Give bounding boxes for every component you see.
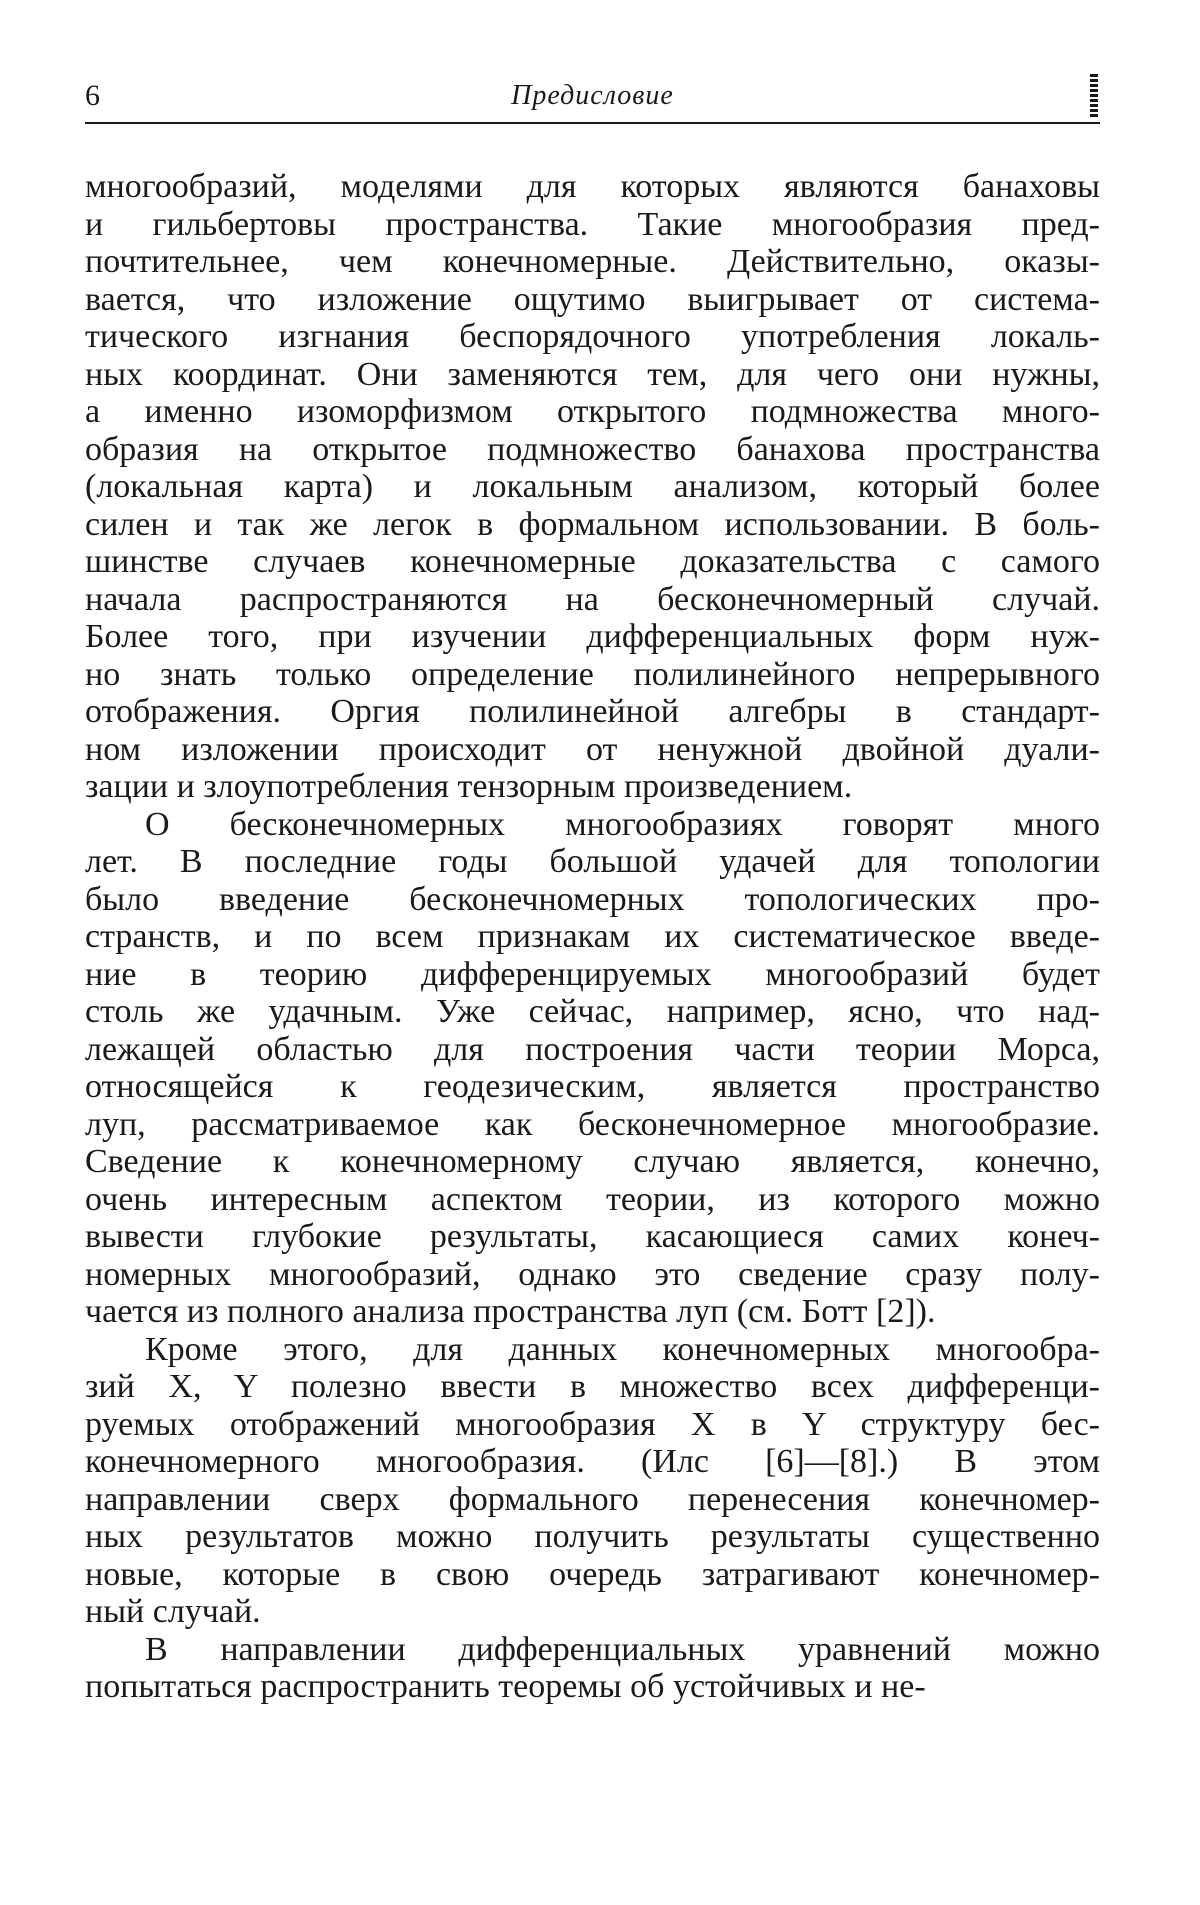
paragraph <box>85 168 1100 806</box>
text-line: лежащей областью для построения части теории Морса, <box>85 1030 1100 1068</box>
text-line: было введение бесконечномерных топологических про- <box>85 880 1100 918</box>
text-line: зий X, Y полезно ввести в множество всех дифференци- <box>85 1368 1100 1405</box>
text-line: образия на открытое подмножество банахова пространства <box>85 430 1100 468</box>
text-line: попытаться распространить теоремы об устойчивых и не- <box>85 1668 926 1705</box>
body-text <box>85 168 1100 1706</box>
text-line: очень интересным аспектом теории, из которого можно <box>85 1180 1100 1218</box>
text-line: силен и так же легок в формальном использовании. В боль- <box>85 505 1100 543</box>
text-line: странств, и по всем признакам их систематическое введе- <box>85 918 1100 955</box>
paragraph <box>85 1631 1100 1706</box>
paragraph <box>85 1331 1100 1631</box>
text-line: ный случай. <box>85 1593 261 1630</box>
text-line: направлении сверх формального перенесения конечномер- <box>85 1480 1100 1518</box>
text-line: ние в теорию дифференцируемых многообразий будет <box>85 955 1100 993</box>
text-line: О бесконечномерных многообразиях говорят много <box>145 805 1100 843</box>
text-line: многообразий, моделями для которых являются банаховы <box>85 168 1100 205</box>
text-line: относящейся к геодезическим, является пространство <box>85 1068 1100 1105</box>
text-line: почтительнее, чем конечномерные. Действительно, оказы- <box>85 243 1100 280</box>
text-line: вывести глубокие результаты, касающиеся самих конеч- <box>85 1218 1100 1255</box>
text-line: лет. В последние годы большой удачей для топологии <box>85 843 1100 880</box>
text-line: конечномерного многообразия. (Илс [6]—[8].) В этом <box>85 1443 1100 1480</box>
page-number: 6 <box>85 79 100 112</box>
running-title: Предисловие <box>511 80 674 111</box>
text-line: номерных многообразий, однако это сведение сразу полу- <box>85 1255 1100 1293</box>
text-line: столь же удачным. Уже сейчас, например, ясно, что над- <box>85 993 1100 1030</box>
running-head <box>85 74 1100 124</box>
text-line: ных результатов можно получить результаты существенно <box>85 1518 1100 1555</box>
text-line: руемых отображений многообразия X в Y структуру бес- <box>85 1405 1100 1443</box>
text-line: отображения. Оргия полилинейной алгебры в стандарт- <box>85 693 1100 730</box>
text-line: ных координат. Они заменяются тем, для чего они нужны, <box>85 355 1100 393</box>
text-line: тического изгнания беспорядочного употребления локаль- <box>85 318 1100 355</box>
text-line: Сведение к конечномерному случаю является, конечно, <box>85 1143 1100 1180</box>
text-line: чается из полного анализа пространства луп (см. Ботт [2]). <box>85 1293 936 1330</box>
text-line: Кроме этого, для данных конечномерных многообра- <box>145 1330 1100 1368</box>
text-line: луп, рассматриваемое как бесконечномерное многообразие. <box>85 1105 1100 1143</box>
text-line: шинстве случаев конечномерные доказательства с самого <box>85 543 1100 580</box>
text-line: зации и злоупотребления тензорным произведением. <box>85 768 853 805</box>
text-line: Более того, при изучении дифференциальных форм нуж- <box>85 618 1100 655</box>
text-line: а именно изоморфизмом открытого подмножества много- <box>85 393 1100 430</box>
text-line: но знать только определение полилинейного непрерывного <box>85 655 1100 693</box>
text-line: вается, что изложение ощутимо выигрывает от система- <box>85 280 1100 318</box>
text-line: новые, которые в свою очередь затрагивают конечномер- <box>85 1555 1100 1593</box>
paragraph <box>85 806 1100 1331</box>
text-line: и гильбертовы пространства. Такие многообразия пред- <box>85 205 1100 243</box>
text-line: ном изложении происходит от ненужной двойной дуали- <box>85 730 1100 768</box>
text-line: (локальная карта) и локальным анализом, который более <box>85 468 1100 505</box>
text-line: начала распространяются на бесконечномерный случай. <box>85 580 1100 618</box>
scan-corner-mark <box>1090 74 1098 118</box>
text-line: В направлении дифференциальных уравнений можно <box>145 1630 1100 1668</box>
